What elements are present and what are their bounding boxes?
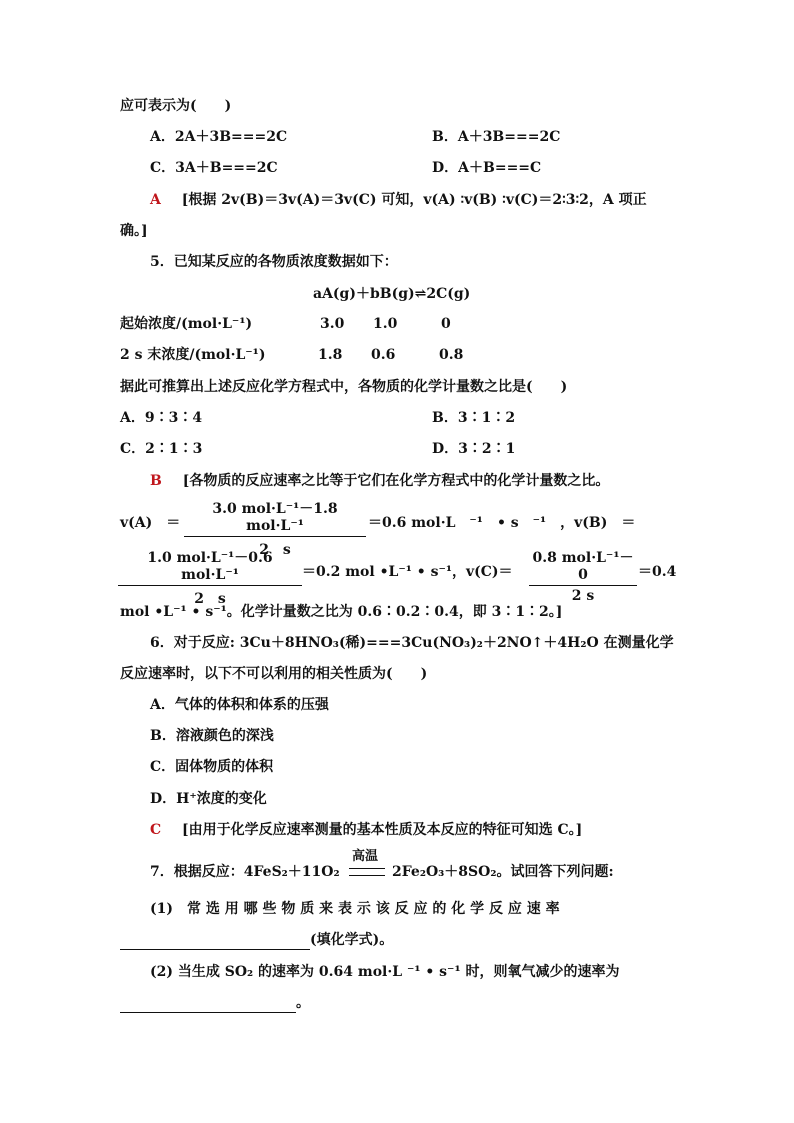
q5-row1-value-c: 0 <box>441 316 451 332</box>
q7-part2-line1: (2) 当生成 SO₂ 的速率为 0.64 mol·L ⁻¹ • s⁻¹ 时，则氧气减少的速率为 <box>150 964 620 980</box>
q5-explanation-last: mol •L⁻¹ • s⁻¹。化学计量数之比为 0.6∶0.2∶0.4，即 3∶1∶2。] <box>120 604 563 620</box>
q6-option-c: C．固体物质的体积 <box>150 759 274 775</box>
q6-option-b: B．溶液颜色的深浅 <box>150 728 274 744</box>
q5-row2-value-a: 1.8 <box>318 347 343 363</box>
q6-explanation <box>150 820 582 840</box>
q7-stem-right: 2Fe₂O₃＋8SO₂。试回答下列问题: <box>392 864 614 880</box>
q4-explanation-line2: 确。] <box>120 223 148 239</box>
q5-row1-value-b: 1.0 <box>373 316 398 332</box>
q4-explanation-text: [根据 2v(B)＝3v(A)＝3v(C) 可知，v(A) ∶v(B) ∶v(C)＝2∶3∶2，A 项正 <box>181 192 647 208</box>
q4-option-a: A．2A＋3B===2C <box>150 129 288 145</box>
q5-option-c: C．2∶1∶3 <box>120 441 203 457</box>
q4-answer-letter: A <box>150 192 161 208</box>
q5-stem: 5．已知某反应的各物质浓度数据如下： <box>150 254 398 270</box>
q4-option-b: B．A＋3B===2C <box>432 129 561 145</box>
q5-row2-label: 2 s 末浓度/(mol·L⁻¹) <box>120 347 266 363</box>
q5-equation: aA(g)＋bB(g)⇌2C(g) <box>313 286 471 302</box>
q4-stem-tail: 应可表示为( ) <box>120 98 232 114</box>
q5-vb-result: ＝0.2 mol •L⁻¹ • s⁻¹，v(C)＝ <box>302 564 513 580</box>
q6-option-d: D．H⁺浓度的变化 <box>150 791 267 807</box>
q5-row1-value-a: 3.0 <box>320 316 345 332</box>
q5-option-a: A．9∶3∶4 <box>120 410 203 426</box>
q7-part1-line1: (1) 常 选 用 哪 些 物 质 来 表 示 该 反 应 的 化 学 反 应 速 率 <box>150 901 560 917</box>
q5-vc-fraction <box>529 547 637 604</box>
q5-va-result: ＝0.6 mol·L ⁻¹ • s ⁻¹ ，v(B) ＝ <box>368 515 636 531</box>
q5-vb-denominator: 2 s <box>194 591 226 607</box>
q4-option-c: C．3A＋B===2C <box>150 160 278 176</box>
q5-option-d: D．3∶2∶1 <box>432 441 516 457</box>
q7-part1-line2 <box>120 930 393 950</box>
q4-explanation-line1 <box>150 190 647 210</box>
q5-vc-result: ＝0.4 <box>638 564 677 580</box>
q5-vc-numerator: 0.8 mol·L⁻¹－0 <box>532 550 634 583</box>
q6-answer-letter: C <box>150 822 162 838</box>
q5-row1-label: 起始浓度/(mol·L⁻¹) <box>120 316 253 332</box>
q7-part2-line2 <box>120 993 310 1013</box>
q5-explanation-line1 <box>150 471 609 491</box>
q5-vb-fraction <box>118 547 302 608</box>
q7-part2-end: 。 <box>296 995 310 1011</box>
q5-answer-letter: B <box>150 473 162 489</box>
q5-row2-value-b: 0.6 <box>371 347 396 363</box>
q6-stem-line1: 6．对于反应: 3Cu＋8HNO₃(稀)===3Cu(NO₃)₂＋2NO↑＋4H₂O 在测量化学 <box>150 635 674 651</box>
q5-explanation-text: [各物质的反应速率之比等于它们在化学方程式中的化学计量数之比。 <box>182 473 610 489</box>
q5-row2-value-c: 0.8 <box>439 347 464 363</box>
q5-ask: 据此可推算出上述反应化学方程式中，各物质的化学计量数之比是( ) <box>120 379 568 395</box>
q5-va-denominator: 2 s <box>259 542 291 558</box>
q7-part1-hint: (填化学式)。 <box>310 932 394 948</box>
q5-vc-denominator: 2 s <box>571 588 595 604</box>
q7-part1-answer-blank[interactable] <box>120 935 310 950</box>
q6-explanation-text: [由用于化学反应速率测量的基本性质及本反应的特征可知选 C。] <box>182 822 583 838</box>
q5-option-b: B．3∶1∶2 <box>432 410 516 426</box>
q7-stem-left: 7．根据反应：4FeS₂＋11O₂ <box>150 864 340 880</box>
q7-part2-answer-blank[interactable] <box>120 998 296 1013</box>
q7-condition: 高温 <box>352 849 379 864</box>
q7-reaction-equals-sign <box>349 862 385 882</box>
q6-option-a: A．气体的体积和体系的压强 <box>150 697 329 713</box>
q5-va-label: v(A) ＝ <box>120 515 181 531</box>
q5-vb-numerator: 1.0 mol·L⁻¹－0.6 mol·L⁻¹ <box>147 550 273 583</box>
q5-va-numerator: 3.0 mol·L⁻¹－1.8 mol·L⁻¹ <box>212 501 338 534</box>
q4-option-d: D．A＋B===C <box>432 160 542 176</box>
q6-stem-line2: 反应速率时，以下不可以利用的相关性质为( ) <box>120 666 428 682</box>
